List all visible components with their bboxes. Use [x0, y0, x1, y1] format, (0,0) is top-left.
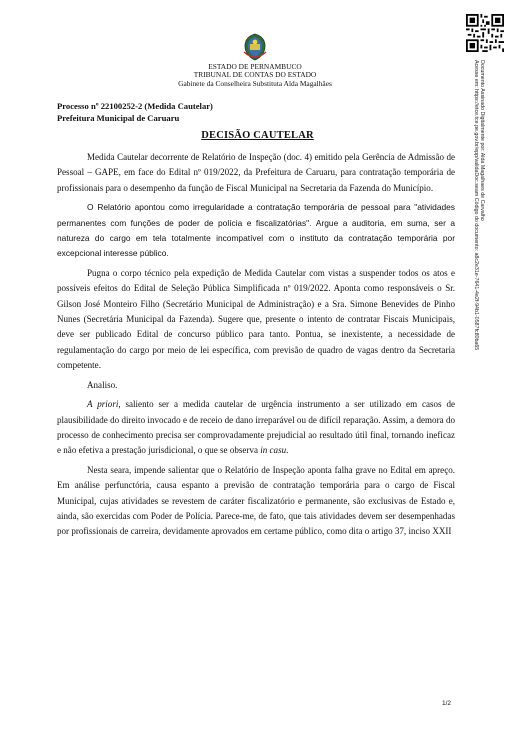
court-name: TRIBUNAL DE CONTAS DO ESTADO — [193, 70, 317, 80]
digital-signature-stamp — [475, 60, 485, 420]
paragraph-5-text: , saliento ser a medida cautelar de urgência instrumento a ser utilizado em casos de plausibilidade do direito invocado e de receio de dano irreparável ou de difícil reparação. Assim, a demora do processo de conhecimento precisa ser comprovadamente prejudicial ao resultado útil final, tornando ineficaz e não efetiva a prestação jurisdicional, o que se observa — [57, 399, 455, 456]
paragraph-3: Pugna o corpo técnico pela expedição de Medida Cautelar com vistas a suspender todos os atos e possíveis efeitos do Edital de Seleção Pública Simplificada nº 019/2022. Aponta como responsáveis o Sr. Gilson José Monteiro Filho (Secretário Municipal de Administração) e a Sra. Simone Benevides de Pinho Nunes (Secretária Municipal da Fazenda). Sugere que, presente o intento de contratar Fiscais Municipais, deve ser publicado Edital de concurso público para tanto. Pontua, se inexistente, a necessidade de regulamentação do cargo por meio de lei específica, com previsão de quadro de vagas dentro da Secretaria competente. — [57, 267, 455, 371]
state-crest-icon — [240, 32, 270, 62]
paragraph-5-italic: A priori — [87, 399, 119, 410]
signature-line: Documento Assinado Digitalmente por: Alda Magalhaes de Carvalho — [479, 60, 485, 221]
paragraph-1: Medida Cautelar decorrente de Relatório de Inspeção (doc. 4) emitido pela Gerência de Admissão de Pessoal – GAPE, em face do Edital nº 019/2022, da Prefeitura de Caruaru, para contratação temporária de profissionais para o desempenho da função de Fiscal Municipal na Secretaria da Fazenda do Município. — [57, 152, 455, 193]
paragraph-2 — [57, 200, 455, 262]
paragraph-4: Analiso. — [87, 379, 118, 390]
page-number: 1/2 — [442, 700, 452, 707]
qr-code-icon — [466, 14, 504, 52]
process-number: Processo nº 22100252-2 (Medida Cautelar) — [57, 101, 213, 111]
paragraph-5 — [57, 397, 455, 459]
process-entity: Prefeitura Municipal de Caruaru — [57, 113, 180, 123]
state-name: ESTADO DE PERNAMBUCO — [208, 62, 302, 71]
paragraph-2-quote: O Relatório apontou como irregularidade a contratação temporária de pessoal para "atividades permanentes com funções de poder de polícia e fiscalizatórias". — [57, 202, 455, 228]
office-name: Gabinete da Conselheira Substituta Alda Magalhães — [178, 78, 332, 88]
document-title: DECISÃO CAUTELAR — [201, 130, 314, 141]
validation-line: Acesse em: https://etce.tce.pe.gov.br/epp/validaDoc.seam Código do documento: a8c2e31e-7641-4e2f-94b1-0587fc80ba65 — [473, 60, 479, 351]
document-body — [57, 150, 455, 544]
process-info — [57, 100, 213, 124]
paragraph-5-italic-end: in casu — [260, 445, 287, 456]
paragraph-2-rest: Argue a auditoria, em suma, ser a natureza do cargo em tela totalmente incompatível com o instituto da contratação temporária por excepcional interesse público. — [57, 217, 456, 259]
letterhead — [120, 63, 390, 88]
paragraph-5-end: . — [286, 445, 289, 456]
paragraph-6: Nesta seara, impende salientar que o Relatório de Inspeção aponta falha grave no Edital em apreço. Em análise perfunctória, causa espanto a previsão de contratação temporária para o cargo de Fiscal Municipal, cujas atividades se revestem de caráter fiscalizatório e permanente, são exclusivas de Estado e, ainda, são exercidas com Poder de Polícia. Parece-me, de fato, que tais atividades devem ser desempenhadas por profissionais de carreira, devidamente aprovados em certame público, como dita o artigo 37, inciso XXII — [57, 464, 455, 537]
